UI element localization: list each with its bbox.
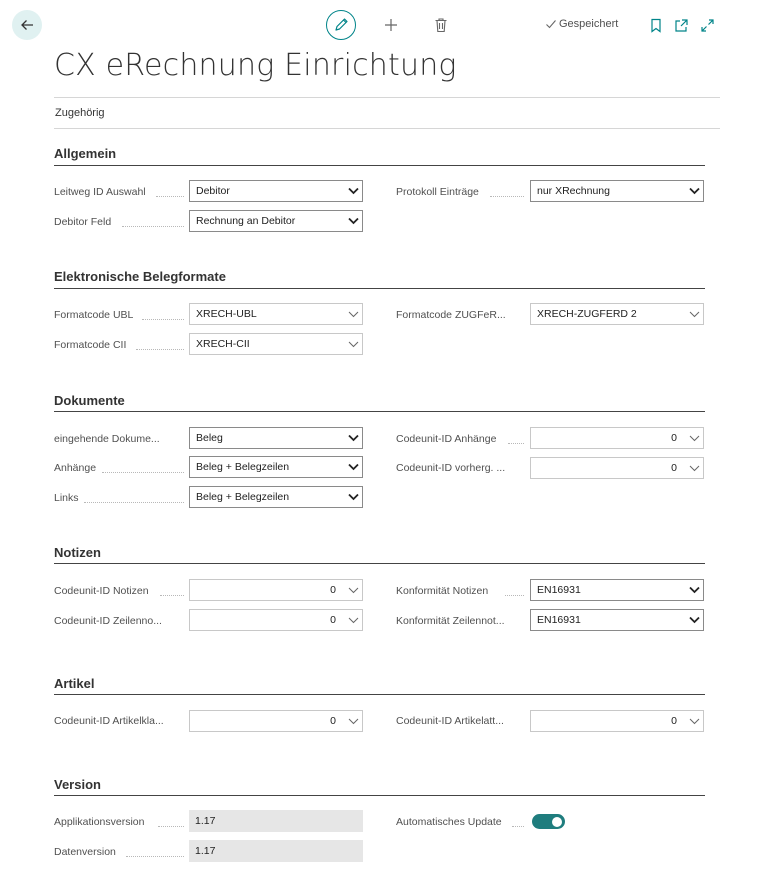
anhaenge-select[interactable] bbox=[189, 456, 363, 478]
open-new-window-icon bbox=[674, 18, 689, 33]
section-title-dokumente[interactable]: Dokumente bbox=[54, 393, 125, 408]
app-version-label: Applikationsversion bbox=[54, 816, 145, 828]
dots bbox=[122, 225, 184, 227]
section-divider bbox=[54, 795, 705, 796]
links-value: Beleg + Belegzeilen bbox=[196, 491, 290, 503]
eingehende-value: Beleg bbox=[196, 432, 223, 444]
leitweg-value: Debitor bbox=[196, 185, 230, 197]
page-title: CX eRechnung Einrichtung bbox=[54, 48, 457, 83]
toggle-knob bbox=[552, 817, 562, 827]
delete-button[interactable] bbox=[432, 16, 450, 34]
saved-status bbox=[545, 18, 618, 30]
daten-version-label: Datenversion bbox=[54, 846, 116, 858]
section-divider bbox=[54, 563, 705, 564]
related-menu[interactable]: Zugehörig bbox=[55, 107, 105, 119]
cii-label: Formatcode CII bbox=[54, 339, 127, 351]
chevron-down-icon bbox=[689, 435, 700, 442]
dots bbox=[490, 195, 524, 197]
leitweg-select[interactable] bbox=[189, 180, 363, 202]
cu-artikelkla-input[interactable] bbox=[189, 710, 363, 732]
section-title-allgemein[interactable]: Allgemein bbox=[54, 146, 117, 161]
bookmark-icon bbox=[650, 18, 662, 33]
chevron-down-icon bbox=[348, 617, 359, 624]
section-title-artikel[interactable]: Artikel bbox=[54, 676, 95, 691]
daten-version-field bbox=[189, 840, 363, 862]
plus-icon bbox=[383, 17, 399, 33]
ubl-value: XRECH-UBL bbox=[196, 308, 257, 320]
section-title-notizen[interactable]: Notizen bbox=[54, 545, 101, 560]
cu-artikelkla-label: Codeunit-ID Artikelkla... bbox=[54, 715, 164, 727]
links-select[interactable] bbox=[189, 486, 363, 508]
chevron-down-icon bbox=[348, 311, 359, 318]
chevron-down-icon bbox=[689, 187, 700, 195]
cu-zeilennot-input[interactable] bbox=[189, 609, 363, 631]
dots bbox=[102, 471, 184, 473]
cii-value: XRECH-CII bbox=[196, 338, 250, 350]
eingehende-label: eingehende Dokume... bbox=[54, 433, 160, 445]
chevron-down-icon bbox=[689, 311, 700, 318]
dots bbox=[142, 318, 184, 320]
zugferd-lookup[interactable] bbox=[530, 303, 704, 325]
auto-update-label: Automatisches Update bbox=[396, 816, 502, 828]
cu-zeilennot-label: Codeunit-ID Zeilenno... bbox=[54, 615, 162, 627]
chevron-down-icon bbox=[348, 587, 359, 594]
dots bbox=[508, 442, 524, 444]
pencil-icon bbox=[333, 17, 349, 33]
cu-anhaenge-input[interactable] bbox=[530, 427, 704, 449]
bookmark-button[interactable] bbox=[648, 17, 664, 33]
open-new-window-button[interactable] bbox=[673, 17, 689, 33]
dots bbox=[512, 825, 524, 827]
debitor-feld-label: Debitor Feld bbox=[54, 216, 112, 228]
app-version-field bbox=[189, 810, 363, 832]
chevron-down-icon bbox=[348, 341, 359, 348]
cu-anhaenge-label: Codeunit-ID Anhänge bbox=[396, 433, 497, 445]
cu-artikelkla-value: 0 bbox=[330, 715, 336, 727]
cu-artikelatt-label: Codeunit-ID Artikelatt... bbox=[396, 715, 504, 727]
chevron-down-icon bbox=[348, 463, 359, 471]
debitor-feld-value: Rechnung an Debitor bbox=[196, 215, 296, 227]
new-button[interactable] bbox=[382, 16, 400, 34]
dots bbox=[156, 195, 184, 197]
chevron-down-icon bbox=[348, 434, 359, 442]
anhaenge-label: Anhänge bbox=[54, 462, 97, 474]
dots bbox=[84, 501, 184, 503]
konf-notizen-value: EN16931 bbox=[537, 584, 581, 596]
protokoll-select[interactable] bbox=[530, 180, 704, 202]
app-version-value: 1.17 bbox=[195, 815, 216, 827]
check-icon bbox=[545, 18, 557, 30]
konf-notizen-select[interactable] bbox=[530, 579, 704, 601]
daten-version-value: 1.17 bbox=[195, 845, 216, 857]
section-divider bbox=[54, 288, 705, 289]
chevron-down-icon bbox=[689, 465, 700, 472]
chevron-down-icon bbox=[348, 493, 359, 501]
konf-zeilennot-value: EN16931 bbox=[537, 614, 581, 626]
links-label: Links bbox=[54, 492, 79, 504]
trash-icon bbox=[434, 17, 448, 33]
dots bbox=[136, 348, 184, 350]
dots bbox=[160, 594, 184, 596]
leitweg-label: Leitweg ID Auswahl bbox=[54, 186, 146, 198]
section-divider bbox=[54, 694, 705, 695]
debitor-feld-select[interactable] bbox=[189, 210, 363, 232]
expand-icon bbox=[700, 18, 715, 33]
saved-label: Gespeichert bbox=[559, 18, 619, 30]
back-button[interactable] bbox=[12, 10, 42, 40]
cu-vorherg-input[interactable] bbox=[530, 457, 704, 479]
cu-notizen-label: Codeunit-ID Notizen bbox=[54, 585, 149, 597]
edit-button[interactable] bbox=[326, 10, 356, 40]
ubl-lookup[interactable] bbox=[189, 303, 363, 325]
eingehende-select[interactable] bbox=[189, 427, 363, 449]
chevron-down-icon bbox=[348, 187, 359, 195]
chevron-down-icon bbox=[689, 586, 700, 594]
section-divider bbox=[54, 165, 705, 166]
chevron-down-icon bbox=[689, 718, 700, 725]
cu-artikelatt-input[interactable] bbox=[530, 710, 704, 732]
cu-vorherg-value: 0 bbox=[671, 462, 677, 474]
chevron-down-icon bbox=[348, 718, 359, 725]
protokoll-value: nur XRechnung bbox=[537, 185, 610, 197]
section-divider bbox=[54, 411, 705, 412]
cu-anhaenge-value: 0 bbox=[671, 432, 677, 444]
dots bbox=[505, 594, 524, 596]
expand-button[interactable] bbox=[699, 17, 715, 33]
chevron-down-icon bbox=[348, 217, 359, 225]
dots bbox=[126, 855, 184, 857]
protokoll-label: Protokoll Einträge bbox=[396, 186, 479, 198]
back-arrow-icon bbox=[19, 17, 35, 33]
section-title-belegformate[interactable]: Elektronische Belegformate bbox=[54, 269, 226, 284]
cu-vorherg-label: Codeunit-ID vorherg. ... bbox=[396, 462, 506, 474]
ubl-label: Formatcode UBL bbox=[54, 309, 134, 321]
chevron-down-icon bbox=[689, 616, 700, 624]
dots bbox=[158, 825, 184, 827]
anhaenge-value: Beleg + Belegzeilen bbox=[196, 461, 290, 473]
section-title-version[interactable]: Version bbox=[54, 777, 101, 792]
cu-zeilennot-value: 0 bbox=[330, 614, 336, 626]
zugferd-label: Formatcode ZUGFeR... bbox=[396, 309, 506, 321]
zugferd-value: XRECH-ZUGFERD 2 bbox=[537, 308, 637, 320]
divider bbox=[54, 97, 720, 98]
cu-notizen-value: 0 bbox=[330, 584, 336, 596]
konf-zeilennot-label: Konformität Zeilennot... bbox=[396, 615, 505, 627]
konf-zeilennot-select[interactable] bbox=[530, 609, 704, 631]
cii-lookup[interactable] bbox=[189, 333, 363, 355]
konf-notizen-label: Konformität Notizen bbox=[396, 585, 489, 597]
auto-update-toggle[interactable] bbox=[532, 814, 565, 829]
cu-notizen-input[interactable] bbox=[189, 579, 363, 601]
cu-artikelatt-value: 0 bbox=[671, 715, 677, 727]
divider bbox=[54, 128, 720, 129]
